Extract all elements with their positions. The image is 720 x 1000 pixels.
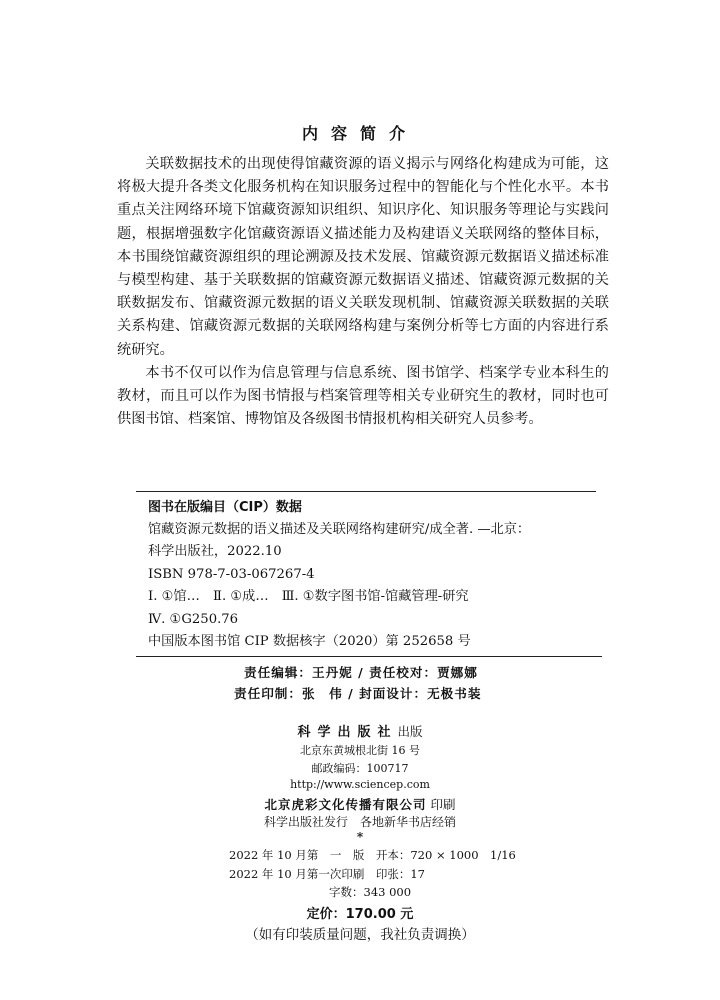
word-count: 字数：343 000 xyxy=(329,885,412,899)
publisher-website: http://www.sciencep.com xyxy=(290,778,430,791)
cip-heading: 图书在版编目（CIP）数据 xyxy=(148,500,302,515)
cip-line-6: 中国版本图书馆 CIP 数据核字（2020）第 252658 号 xyxy=(148,634,471,649)
cip-bottom-rule xyxy=(136,656,602,657)
summary-title: 内容简介 xyxy=(301,124,418,143)
cip-top-rule xyxy=(136,491,596,492)
cip-line-2: 科学出版社，2022.10 xyxy=(148,544,282,559)
printer-role: 印刷 xyxy=(430,797,456,812)
publisher-postcode: 邮政编码：100717 xyxy=(311,762,409,775)
distribution-line: 科学出版社发行 各地新华书店经销 xyxy=(263,815,456,829)
staff-editors: 责任编辑：王丹妮 / 责任校对：贾娜娜 xyxy=(244,665,478,680)
cip-line-1: 馆藏资源元数据的语义描述及关联网络构建研究/成全著. —北京： xyxy=(148,522,531,537)
edition-info: 2022 年 10 月第 一 版 开本：720 × 1000 1/16 xyxy=(229,848,516,862)
summary-paragraph-1-text: 关联数据技术的出现使得馆藏资源的语义揭示与网络化构建成为可能，这将极大提升各类文化服务机构在知识服务过程中的智能化与个性化水平。本书重点关注网络环境下馆藏资源知识组织、知识序化、知识服务等理论与实践问题，根据增强数字化馆藏资源语义描述能力及构建语义关联网络的整体目标，本书围绕馆藏资源组织的理论溯源及技术发展、馆藏资源元数据语义描述标准与模型构建、基于关联数据的馆藏资源元数据语义描述、馆藏资源元数据的关联数据发布、馆藏资源元数据的语义关联发现机制、馆藏资源关联数据的关联关系构建、馆藏资源元数据的关联网络构建与案例分析等七方面的内容进行系统研究。 xyxy=(117,156,609,358)
printer-line xyxy=(0,795,720,813)
printing-info: 2022 年 10 月第一次印刷 印张：17 xyxy=(229,867,425,881)
cip-line-5: Ⅳ. ①G250.76 xyxy=(148,612,239,627)
price: 定价：170.00 元 xyxy=(306,907,414,922)
staff-production: 责任印制：张 伟 / 封面设计：无极书装 xyxy=(234,686,482,701)
cip-line-3: ISBN 978-7-03-067267-4 xyxy=(148,567,315,582)
summary-paragraph-2 xyxy=(117,362,609,432)
publisher-name: 科学出版社 xyxy=(297,725,398,740)
printer-name: 北京虎彩文化传播有限公司 xyxy=(264,797,427,812)
publisher-role: 出版 xyxy=(397,724,423,739)
summary-paragraph-2-text: 本书不仅可以作为信息管理与信息系统、图书馆学、档案学专业本科生的教材，而且可以作为图书情报与档案管理等相关专业研究生的教材，同时也可供图书馆、档案馆、博物馆及各级图书情报机构相关研究人员参考。 xyxy=(117,365,609,428)
cip-line-4: Ⅰ. ①馆… Ⅱ. ①成… Ⅲ. ①数字图书馆-馆藏管理-研究 xyxy=(148,589,469,604)
separator-asterisk: * xyxy=(356,830,364,844)
quality-notice: （如有印装质量问题，我社负责调换） xyxy=(245,927,475,943)
publisher-line xyxy=(0,721,720,740)
summary-paragraph-1 xyxy=(117,153,609,362)
publisher-address: 北京东黄城根北街 16 号 xyxy=(300,744,420,757)
